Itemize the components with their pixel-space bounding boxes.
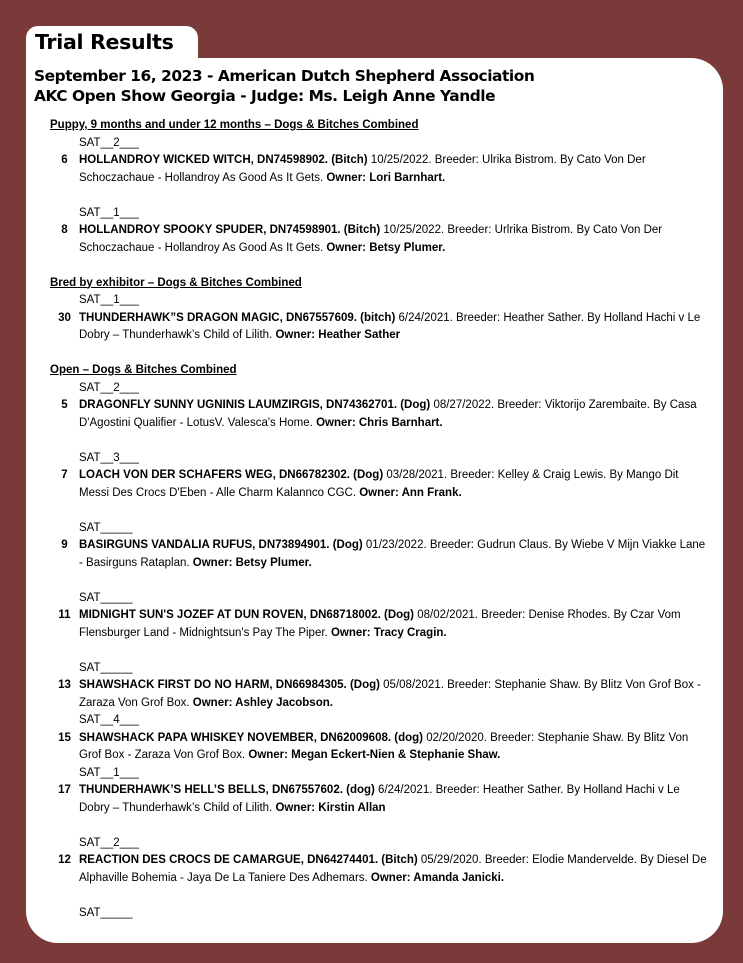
entry-text (79, 852, 710, 887)
entry-text (79, 467, 710, 502)
results-body (50, 117, 710, 922)
entry-details: 01/23/2022. Breeder: Gudrun Claus. By Wiebe V Mijn Viakke Lane - Basirguns Rataplan. (79, 539, 706, 569)
entry-owner: Owner: Chris Barnhart. (316, 416, 443, 429)
entry (50, 730, 710, 765)
sat-line: SAT__1___ (79, 294, 139, 306)
entry-text (79, 310, 710, 345)
entry (50, 677, 710, 712)
entry-details: 02/20/2020. Breeder: Stephanie Shaw. By Blitz Von Grof Box - Zaraza Von Grof Box. (79, 731, 689, 761)
entry (50, 152, 710, 187)
entry-text (79, 537, 710, 572)
entry-text (79, 677, 710, 712)
entry-owner: Owner: Megan Eckert-Nien & Stephanie Shaw. (248, 749, 501, 761)
entry-name: SHAWSHACK FIRST DO NO HARM, DN66984305. (Dog) (79, 679, 380, 691)
entry-number: 8 (61, 224, 68, 236)
entry-name: THUNDERHAWK”S DRAGON MAGIC, DN67557609. (bitch) (79, 311, 396, 324)
entry (50, 467, 710, 502)
entry-name: LOACH VON DER SCHAFERS WEG, DN66782302. (Dog) (79, 469, 384, 481)
entry-number: 5 (61, 399, 68, 411)
entry-details: 08/27/2022. Breeder: Viktorijo Zarembaite. By Casa D'Agostini Qualifier - LotusV. Valesca's Home. (79, 399, 697, 429)
section-title: Open – Dogs & Bitches Combined (50, 364, 237, 376)
sat-line: SAT__2___ (79, 381, 139, 394)
entry-details: 03/28/2021. Breeder: Kelley & Craig Lewis. By Mango Dit Messi Des Crocs D'Eben - Alle Charm Kalannco CGC. (79, 469, 679, 499)
entry (50, 310, 710, 345)
entry-details: 10/25/2022. Breeder: Urlrika Bistrom. By Cato Von Der Schoczachaue - Hollandroy As Good As It Gets. (79, 224, 663, 254)
sat-line: SAT__4___ (79, 714, 139, 726)
entry-name: DRAGONFLY SUNNY UGNINIS LAUMZIRGIS, DN74362701. (Dog) (79, 399, 431, 411)
entry-name: BASIRGUNS VANDALIA RUFUS, DN73894901. (Dog) (79, 539, 363, 551)
entry-owner: Owner: Ann Frank. (359, 486, 462, 499)
sat-line: SAT__2___ (79, 836, 139, 849)
entry (50, 397, 710, 432)
sat-line: SAT_____ (79, 521, 133, 534)
entry-name: HOLLANDROY SPOOKY SPUDER, DN74598901. (Bitch) (79, 224, 381, 236)
entry-details: 08/02/2021. Breeder: Denise Rhodes. By Czar Vom Flensburger Land - Midnightsun's Pay The Piper. (79, 609, 681, 639)
sat-line: SAT__2___ (79, 136, 139, 149)
entry-text (79, 397, 710, 432)
entry (50, 222, 710, 257)
entry-owner: Owner: Kirstin Allan (275, 801, 386, 814)
entry-name: HOLLANDROY WICKED WITCH, DN74598902. (Bitch) (79, 154, 368, 166)
entry-owner: Owner: Heather Sather (275, 329, 401, 341)
entry-name: REACTION DES CROCS DE CAMARGUE, DN64274401. (Bitch) (79, 854, 418, 866)
entry-owner: Owner: Betsy Plumer. (326, 241, 446, 254)
entry-number: 9 (61, 539, 68, 551)
show-judge: AKC Open Show Georgia - Judge: Ms. Leigh Anne Yandle (34, 87, 496, 105)
sat-line: SAT_____ (79, 906, 133, 919)
entry-text (79, 730, 710, 765)
entry-details: 05/29/2020. Breeder: Elodie Mandervelde. By Diesel De Alphaville Bohemia - Jaya De La Taniere Des Adhemars. (79, 854, 707, 884)
entry-number: 13 (58, 679, 71, 691)
show-date-club: September 16, 2023 - American Dutch Shepherd Association (34, 67, 535, 85)
entry-text (79, 152, 710, 187)
entry-number: 12 (58, 854, 71, 866)
section-title: Puppy, 9 months and under 12 months – Dogs & Bitches Combined (50, 119, 419, 131)
entry-name: MIDNIGHT SUN'S JOZEF AT DUN ROVEN, DN68718002. (Dog) (79, 609, 415, 621)
entry-owner: Owner: Amanda Janicki. (370, 871, 505, 884)
entry (50, 852, 710, 887)
entry-owner: Owner: Lori Barnhart. (326, 171, 446, 184)
entry-details: 6/24/2021. Breeder: Heather Sather. By Holland Hachi v Le Dobry – Thunderhawk’s Child of Lilith. (79, 311, 701, 341)
entry-text (79, 222, 710, 257)
entry-number: 11 (58, 609, 71, 621)
sat-line: SAT__1___ (79, 766, 139, 779)
entry-number: 15 (58, 731, 71, 744)
show-header (34, 66, 534, 106)
sat-line: SAT_____ (79, 661, 133, 674)
entry-text (79, 607, 710, 642)
sat-line: SAT__1___ (79, 206, 139, 219)
entry-details: 6/24/2021. Breeder: Heather Sather. By Holland Hachi v Le Dobry – Thunderhawk’s Child of Lilith. (79, 784, 680, 814)
sat-line: SAT_____ (79, 591, 133, 604)
section-title: Bred by exhibitor – Dogs & Bitches Combined (50, 276, 302, 289)
entry-number: 30 (58, 311, 71, 324)
entry-details: 10/25/2022. Breeder: Ulrika Bistrom. By Cato Von Der Schoczachaue - Hollandroy As Good As It Gets. (79, 154, 646, 184)
entry-details: 05/08/2021. Breeder: Stephanie Shaw. By Blitz Von Grof Box - Zaraza Von Grof Box. (79, 679, 701, 709)
entry-number: 6 (61, 154, 68, 166)
entry (50, 607, 710, 642)
entry-owner: Owner: Tracy Cragin. (330, 626, 447, 639)
entry-text (79, 782, 710, 817)
entry-owner: Owner: Ashley Jacobson. (192, 696, 333, 709)
entry-name: SHAWSHACK PAPA WHISKEY NOVEMBER, DN62009608. (dog) (79, 731, 423, 744)
entry-number: 17 (58, 784, 71, 796)
entry-owner: Owner: Betsy Plumer. (192, 556, 312, 569)
title-tab (26, 26, 198, 62)
entry (50, 537, 710, 572)
sat-line: SAT__3___ (79, 451, 139, 464)
page-title: Trial Results (35, 30, 174, 54)
entry-name: THUNDERHAWK’S HELL’S BELLS, DN67557602. (dog) (79, 784, 375, 796)
entry-number: 7 (61, 469, 68, 481)
entry (50, 782, 710, 817)
